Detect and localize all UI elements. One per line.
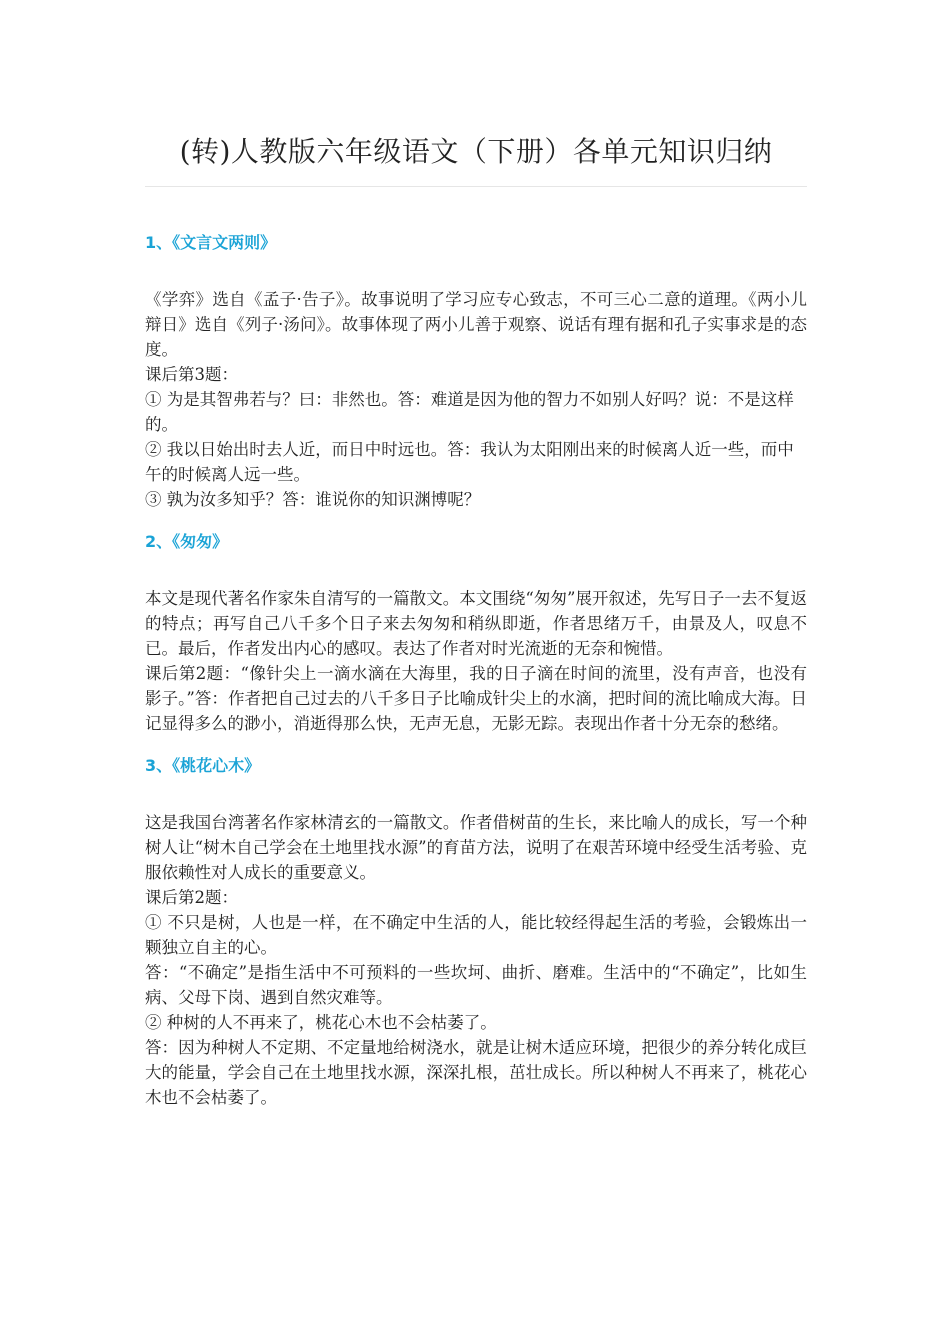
section-intro: 《学弈》选自《孟子·告子》。故事说明了学习应专心致志，不可三心二意的道理。《两小儿辩日》选自《列子·汤问》。故事体现了两小儿善于观察、说话有理有据和孔子实事求是的态度。 <box>145 290 807 359</box>
section-heading: 3、《桃花心木》 <box>145 756 261 775</box>
section-body <box>145 287 807 512</box>
title-divider <box>145 186 807 187</box>
section-line: ② 种树的人不再来了，桃花心木也不会枯萎了。 <box>145 1013 497 1032</box>
document-page <box>145 0 807 1110</box>
section-line: 课后第2题： <box>145 888 238 907</box>
section-body <box>145 810 807 1110</box>
section-line: 课后第2题：“像针尖上一滴水滴在大海里，我的日子滴在时间的流里，没有声音，也没有影子。”答：作者把自己过去的八千多日子比喻成针尖上的水滴，把时间的流比喻成大海。日记显得多么的渺小，消逝得那么快，无声无息，无影无踪。表现出作者十分无奈的愁绪。 <box>145 664 807 733</box>
section-heading: 1、《文言文两则》 <box>145 233 277 252</box>
section-intro: 本文是现代著名作家朱自清写的一篇散文。本文围绕“匆匆”展开叙述，先写日子一去不复返的特点；再写自己八千多个日子来去匆匆和稍纵即逝，作者思绪万千，由景及人，叹息不已。最后，作者发出内心的感叹。表达了作者对时光流逝的无奈和惋惜。 <box>145 589 807 658</box>
section-line: 课后第3题： <box>145 365 238 384</box>
section-heading: 2、《匆匆》 <box>145 532 229 551</box>
section-line: ③ 孰为汝多知乎？答：谁说你的知识渊博呢？ <box>145 490 481 509</box>
section-line: ① 为是其智弗若与？曰：非然也。答：难道是因为他的智力不如别人好吗？说：不是这样的。 <box>145 390 794 434</box>
section-line: 答：因为种树人不定期、不定量地给树浇水，就是让树木适应环境，把很少的养分转化成巨大的能量，学会自己在土地里找水源，深深扎根，茁壮成长。所以种树人不再来了，桃花心木也不会枯萎了。 <box>145 1038 807 1107</box>
section-body <box>145 586 807 736</box>
section-line: ② 我以日始出时去人近，而日中时远也。答：我认为太阳刚出来的时候离人近一些，而中午的时候离人远一些。 <box>145 440 794 484</box>
section-line: ① 不只是树，人也是一样，在不确定中生活的人，能比较经得起生活的考验，会锻炼出一颗独立自主的心。 <box>145 913 807 957</box>
page-title: (转)人教版六年级语文（下册）各单元知识归纳 <box>179 135 773 168</box>
section-line: 答：“不确定”是指生活中不可预料的一些坎坷、曲折、磨难。生活中的“不确定”，比如生病、父母下岗、遇到自然灾难等。 <box>145 963 807 1007</box>
section-intro: 这是我国台湾著名作家林清玄的一篇散文。作者借树苗的生长，来比喻人的成长，写一个种树人让“树木自己学会在土地里找水源”的育苗方法，说明了在艰苦环境中经受生活考验、克服依赖性对人成长的重要意义。 <box>145 813 807 882</box>
